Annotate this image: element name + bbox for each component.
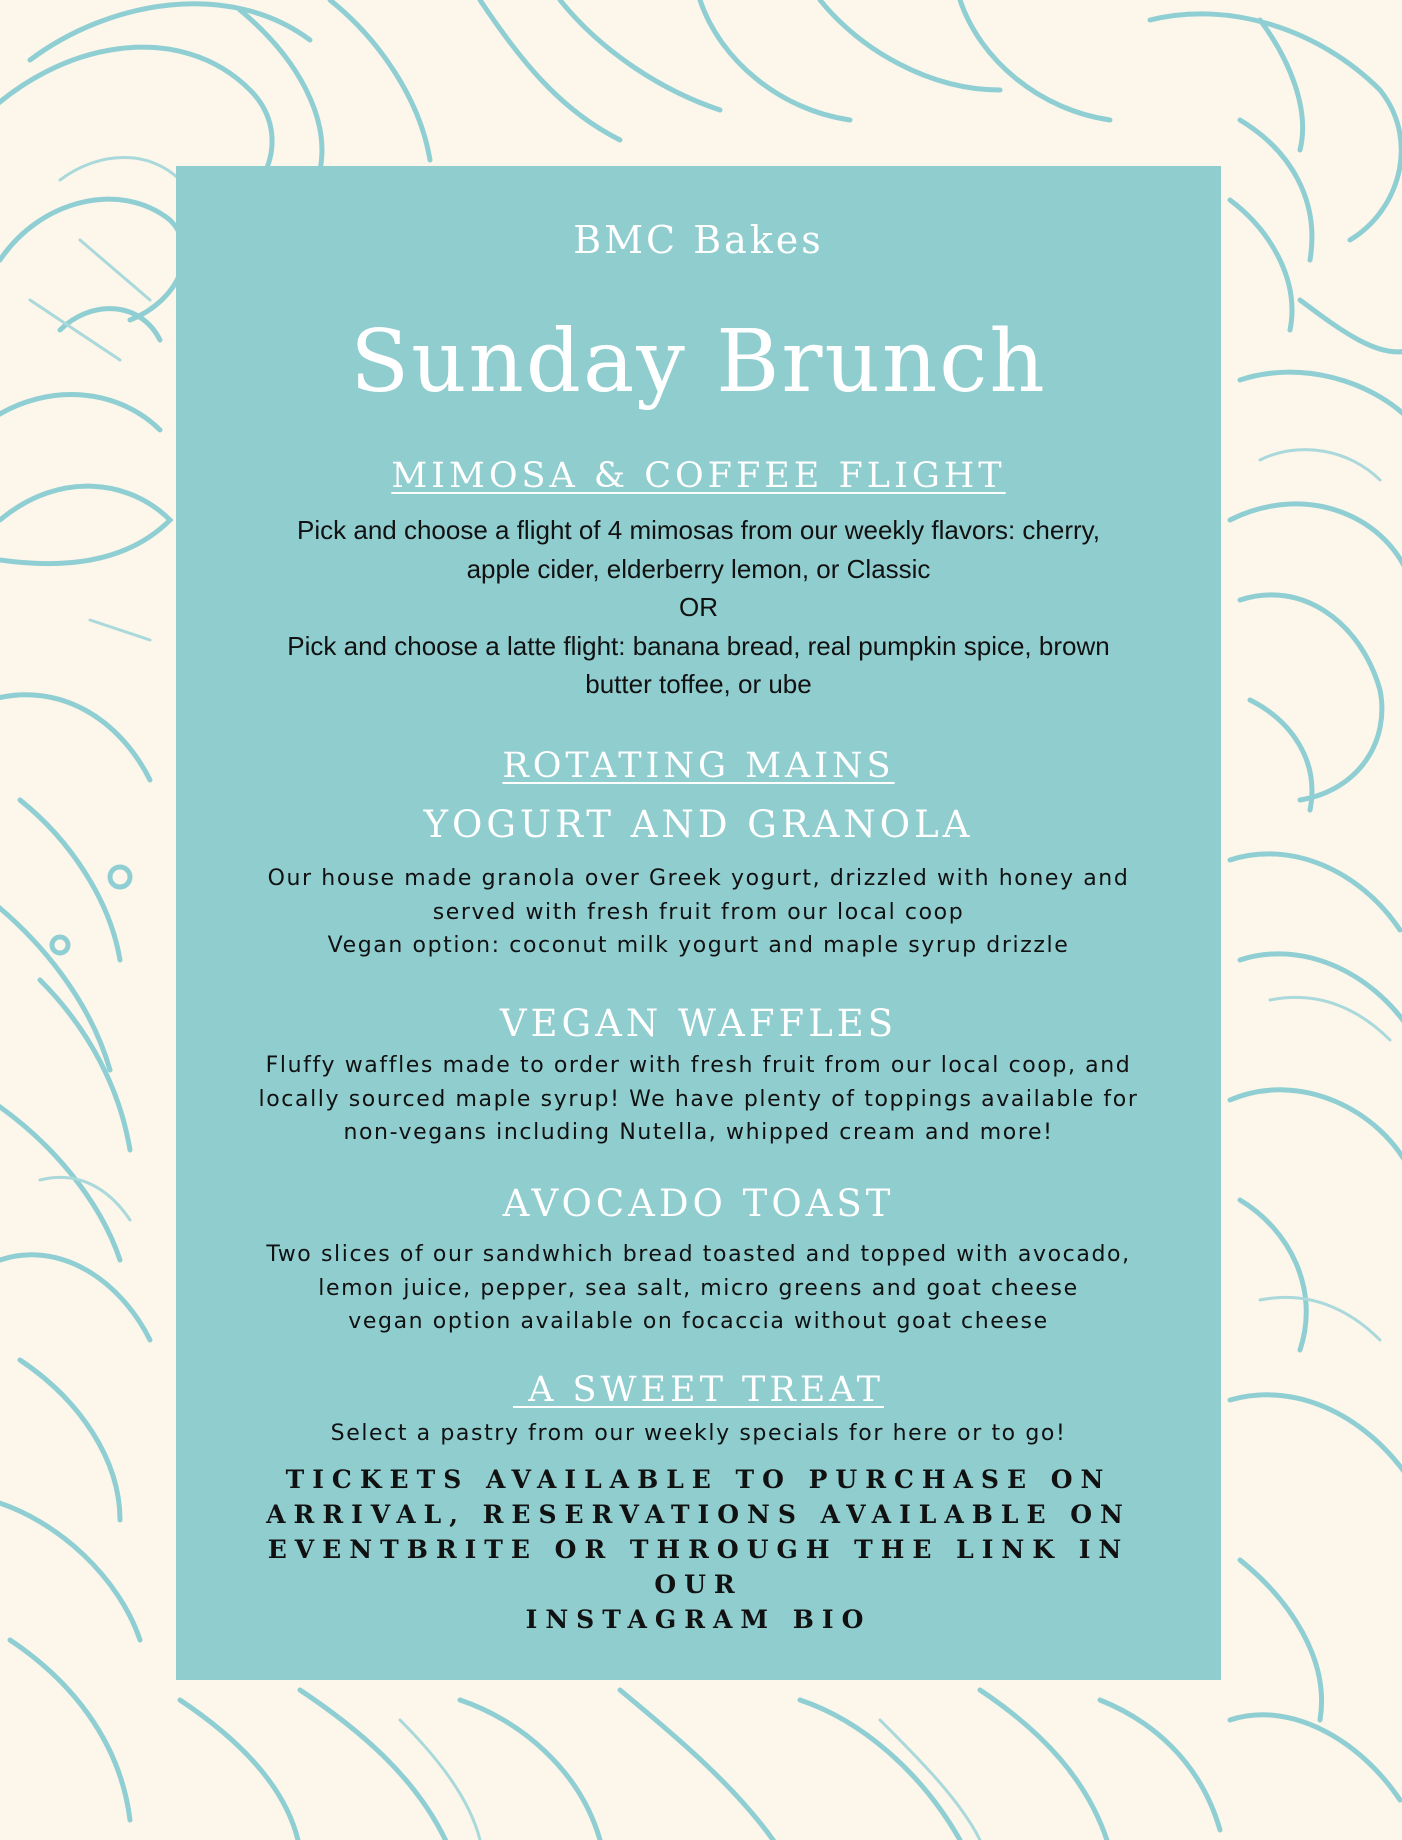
flight-line: butter toffee, or ube bbox=[585, 669, 812, 699]
flight-heading-text: MIMOSA & COFFEE FLIGHT bbox=[391, 456, 1006, 496]
main-item-description bbox=[231, 862, 1166, 963]
tickets-line: TICKETS AVAILABLE TO PURCHASE ON bbox=[285, 1465, 1112, 1494]
treat-description: Select a pastry from our weekly specials for here or to go! bbox=[330, 1421, 1067, 1446]
menu-panel bbox=[176, 166, 1221, 1680]
main-item-line: Our house made granola over Greek yogurt, drizzled with honey and bbox=[267, 866, 1130, 891]
flight-line: Pick and choose a flight of 4 mimosas from our weekly flavors: cherry, bbox=[297, 515, 1100, 545]
flight-line: OR bbox=[679, 592, 718, 622]
main-item-description bbox=[231, 1238, 1166, 1339]
flight-heading bbox=[176, 456, 1221, 496]
treat-heading bbox=[176, 1370, 1221, 1410]
mains-heading-text: ROTATING MAINS bbox=[502, 746, 895, 786]
main-item-name: AVOCADO TOAST bbox=[502, 1182, 895, 1225]
tickets-line: INSTAGRAM BIO bbox=[525, 1605, 872, 1634]
tickets-line: ARRIVAL, RESERVATIONS AVAILABLE ON bbox=[266, 1500, 1131, 1529]
main-item-line: lemon juice, pepper, sea salt, micro greens and goat cheese bbox=[318, 1275, 1079, 1301]
brand-name: BMC Bakes bbox=[573, 218, 824, 262]
page-title: Sunday Brunch bbox=[350, 312, 1047, 412]
flight-line: Pick and choose a latte flight: banana bread, real pumpkin spice, brown bbox=[287, 630, 1110, 661]
tickets-line: EVENTBRITE OR THROUGH THE LINK IN OUR bbox=[267, 1535, 1130, 1599]
main-item-line: non-vegans including Nutella, whipped cream and more! bbox=[343, 1120, 1054, 1145]
treat-heading-text: A SWEET TREAT bbox=[513, 1370, 884, 1410]
main-item-line: Fluffy waffles made to order with fresh fruit from our local coop, and bbox=[265, 1053, 1132, 1078]
mains-heading bbox=[176, 746, 1221, 786]
main-item-line: vegan option available on focaccia without goat cheese bbox=[348, 1309, 1049, 1334]
main-item-line: Two slices of our sandwhich bread toasted and topped with avocado, bbox=[266, 1242, 1131, 1267]
main-item-name: VEGAN WAFFLES bbox=[499, 1002, 898, 1045]
flight-line: apple cider, elderberry lemon, or Classic bbox=[466, 553, 931, 584]
tickets-notice bbox=[236, 1462, 1161, 1637]
main-item-line: locally sourced maple syrup! We have plenty of toppings available for bbox=[258, 1086, 1139, 1112]
main-item-line: served with fresh fruit from our local coop bbox=[432, 899, 965, 925]
main-item-line: Vegan option: coconut milk yogurt and maple syrup drizzle bbox=[327, 933, 1070, 958]
flight-description bbox=[236, 511, 1161, 704]
main-item-description bbox=[231, 1049, 1166, 1150]
main-item-name: YOGURT AND GRANOLA bbox=[423, 803, 974, 846]
